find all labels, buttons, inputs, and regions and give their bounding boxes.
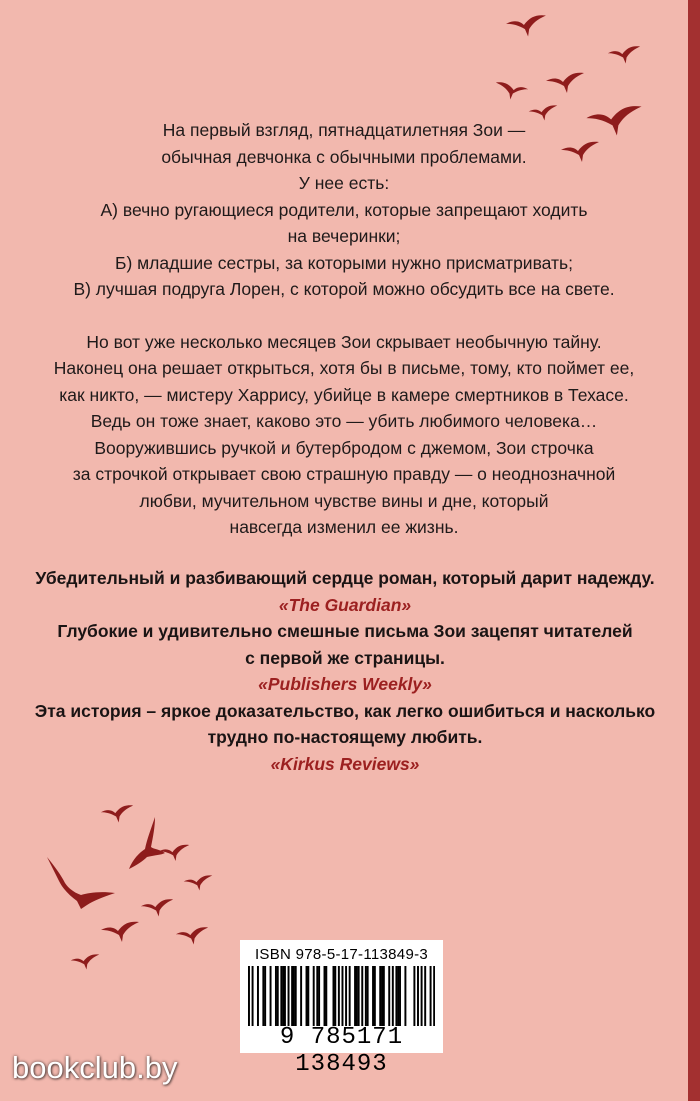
barcode-bar [277, 966, 279, 1026]
barcode-bar [334, 966, 336, 1026]
barcode-bar [318, 966, 320, 1026]
spine-strip [688, 0, 700, 1101]
barcode-bar [372, 966, 374, 1026]
barcode-bar [252, 966, 254, 1026]
blurb-line: обычная девчонка с обычными проблемами. [161, 146, 527, 167]
blurb-line: навсегда изменил ее жизнь. [229, 517, 459, 537]
bird-icon [45, 855, 117, 909]
barcode-bar [313, 966, 315, 1026]
barcode-bar [354, 966, 356, 1026]
blurb-line: У нее есть: [298, 173, 390, 193]
barcode-bar [374, 966, 376, 1026]
blurb-line: любви, мучительном чувстве вины и дне, который [139, 490, 549, 511]
review-quote: Убедительный и разбивающий сердце роман, который дарит надежду. [35, 568, 655, 588]
barcode-bar [288, 966, 290, 1026]
blurb-line: Но вот уже несколько месяцев Зои скрывает необычную тайну. [86, 331, 602, 352]
barcode-bar [345, 966, 347, 1026]
barcode-bar [270, 966, 272, 1026]
barcode-bar [349, 966, 351, 1026]
review-quote: трудно по-настоящему любить. [207, 727, 483, 747]
bird-icon [175, 925, 209, 947]
barcode-bar [417, 966, 419, 1026]
barcode-bar [381, 966, 383, 1026]
blurb-line: В) лучшая подруга Лорен, с которой можно обсудить все на свете. [73, 279, 615, 299]
barcode-digits: 9 785171 138493 [279, 1024, 404, 1078]
site-watermark: bookclub.by [12, 1050, 178, 1085]
barcode-bar [356, 966, 358, 1026]
blurb-line: Наконец она решает открыться, хотя бы в письме, тому, кто поймет ее, [53, 358, 635, 378]
barcode-bar [399, 966, 401, 1026]
blurb-line: Вооружившись ручкой и бутербродом с джемом, Зои строчка [94, 437, 594, 458]
barcode-bar [248, 966, 250, 1026]
barcode-bar [379, 966, 381, 1026]
blurb-line: как никто, — мистеру Харрису, убийце в камере смертников в Техасе. [59, 384, 629, 405]
review-source: «The Guardian» [278, 594, 412, 615]
barcode-bar [421, 966, 423, 1026]
reviews [20, 565, 670, 777]
bird-icon [140, 897, 174, 919]
bird-icon [70, 952, 100, 972]
barcode-bar [365, 966, 367, 1026]
barcode-bar [358, 966, 360, 1026]
barcode-bar [295, 966, 297, 1026]
isbn-label: ISBN 978-5-17-113849-3 [254, 946, 429, 963]
barcode-bar [275, 966, 277, 1026]
barcode-bar [307, 966, 309, 1026]
blurb [30, 117, 658, 541]
barcode-bar [325, 966, 327, 1026]
blurb-line: на вечеринки; [287, 226, 401, 246]
barcode-bar [338, 966, 340, 1026]
barcode-bar [383, 966, 385, 1026]
barcode-bar [333, 966, 335, 1026]
blurb-line: А) вечно ругающиеся родители, которые запрещают ходить [100, 199, 588, 220]
review-quote: Глубокие и удивительно смешные письма Зои зацепят читателей [57, 621, 633, 641]
bird-icon [495, 80, 529, 102]
barcode-bar [324, 966, 326, 1026]
barcode-bar [413, 966, 415, 1026]
barcode-bar [424, 966, 426, 1026]
barcode-bar [300, 966, 302, 1026]
barcode-bar [262, 966, 264, 1026]
bird-icon [607, 44, 641, 66]
barcode-bar [388, 966, 390, 1026]
barcode-bars [248, 966, 435, 1030]
barcode-bar [404, 966, 406, 1026]
barcode-bar [433, 966, 435, 1026]
barcode-bar [306, 966, 308, 1026]
barcode-bar [293, 966, 295, 1026]
barcode-bar [284, 966, 286, 1026]
bird-icon [100, 920, 140, 944]
barcode-bar [395, 966, 397, 1026]
barcode-bar [392, 966, 394, 1026]
barcode-bar [367, 966, 369, 1026]
review-quote: Эта история – яркое доказательство, как легко ошибиться и насколько [34, 700, 656, 721]
review-source: «Publishers Weekly» [258, 674, 432, 694]
barcode-bar [397, 966, 399, 1026]
barcode-bar [342, 966, 344, 1026]
isbn-barcode [240, 940, 443, 1078]
barcode-bar [361, 966, 363, 1026]
barcode-bar [264, 966, 266, 1026]
barcode-bar [430, 966, 432, 1026]
barcode-bar [257, 966, 259, 1026]
review-quote: с первой же страницы. [245, 647, 445, 668]
barcode-bar [291, 966, 293, 1026]
bird-icon [183, 873, 213, 893]
bird-icon [505, 12, 547, 40]
barcode-bar [316, 966, 318, 1026]
barcode-bar [282, 966, 284, 1026]
bird-icon [158, 843, 190, 863]
barcode-bar [280, 966, 282, 1026]
blurb-line: На первый взгляд, пятнадцатилетняя Зои — [162, 120, 526, 140]
review-source: «Kirkus Reviews» [270, 753, 420, 774]
blurb-line: за строчкой открывает свою страшную правду — о неоднозначной [72, 464, 616, 484]
bird-icon [545, 70, 585, 96]
blurb-line: Б) младшие сестры, за которыми нужно присматривать; [114, 252, 574, 273]
blurb-line: Ведь он тоже знает, каково это — убить любимого человека… [90, 411, 598, 431]
